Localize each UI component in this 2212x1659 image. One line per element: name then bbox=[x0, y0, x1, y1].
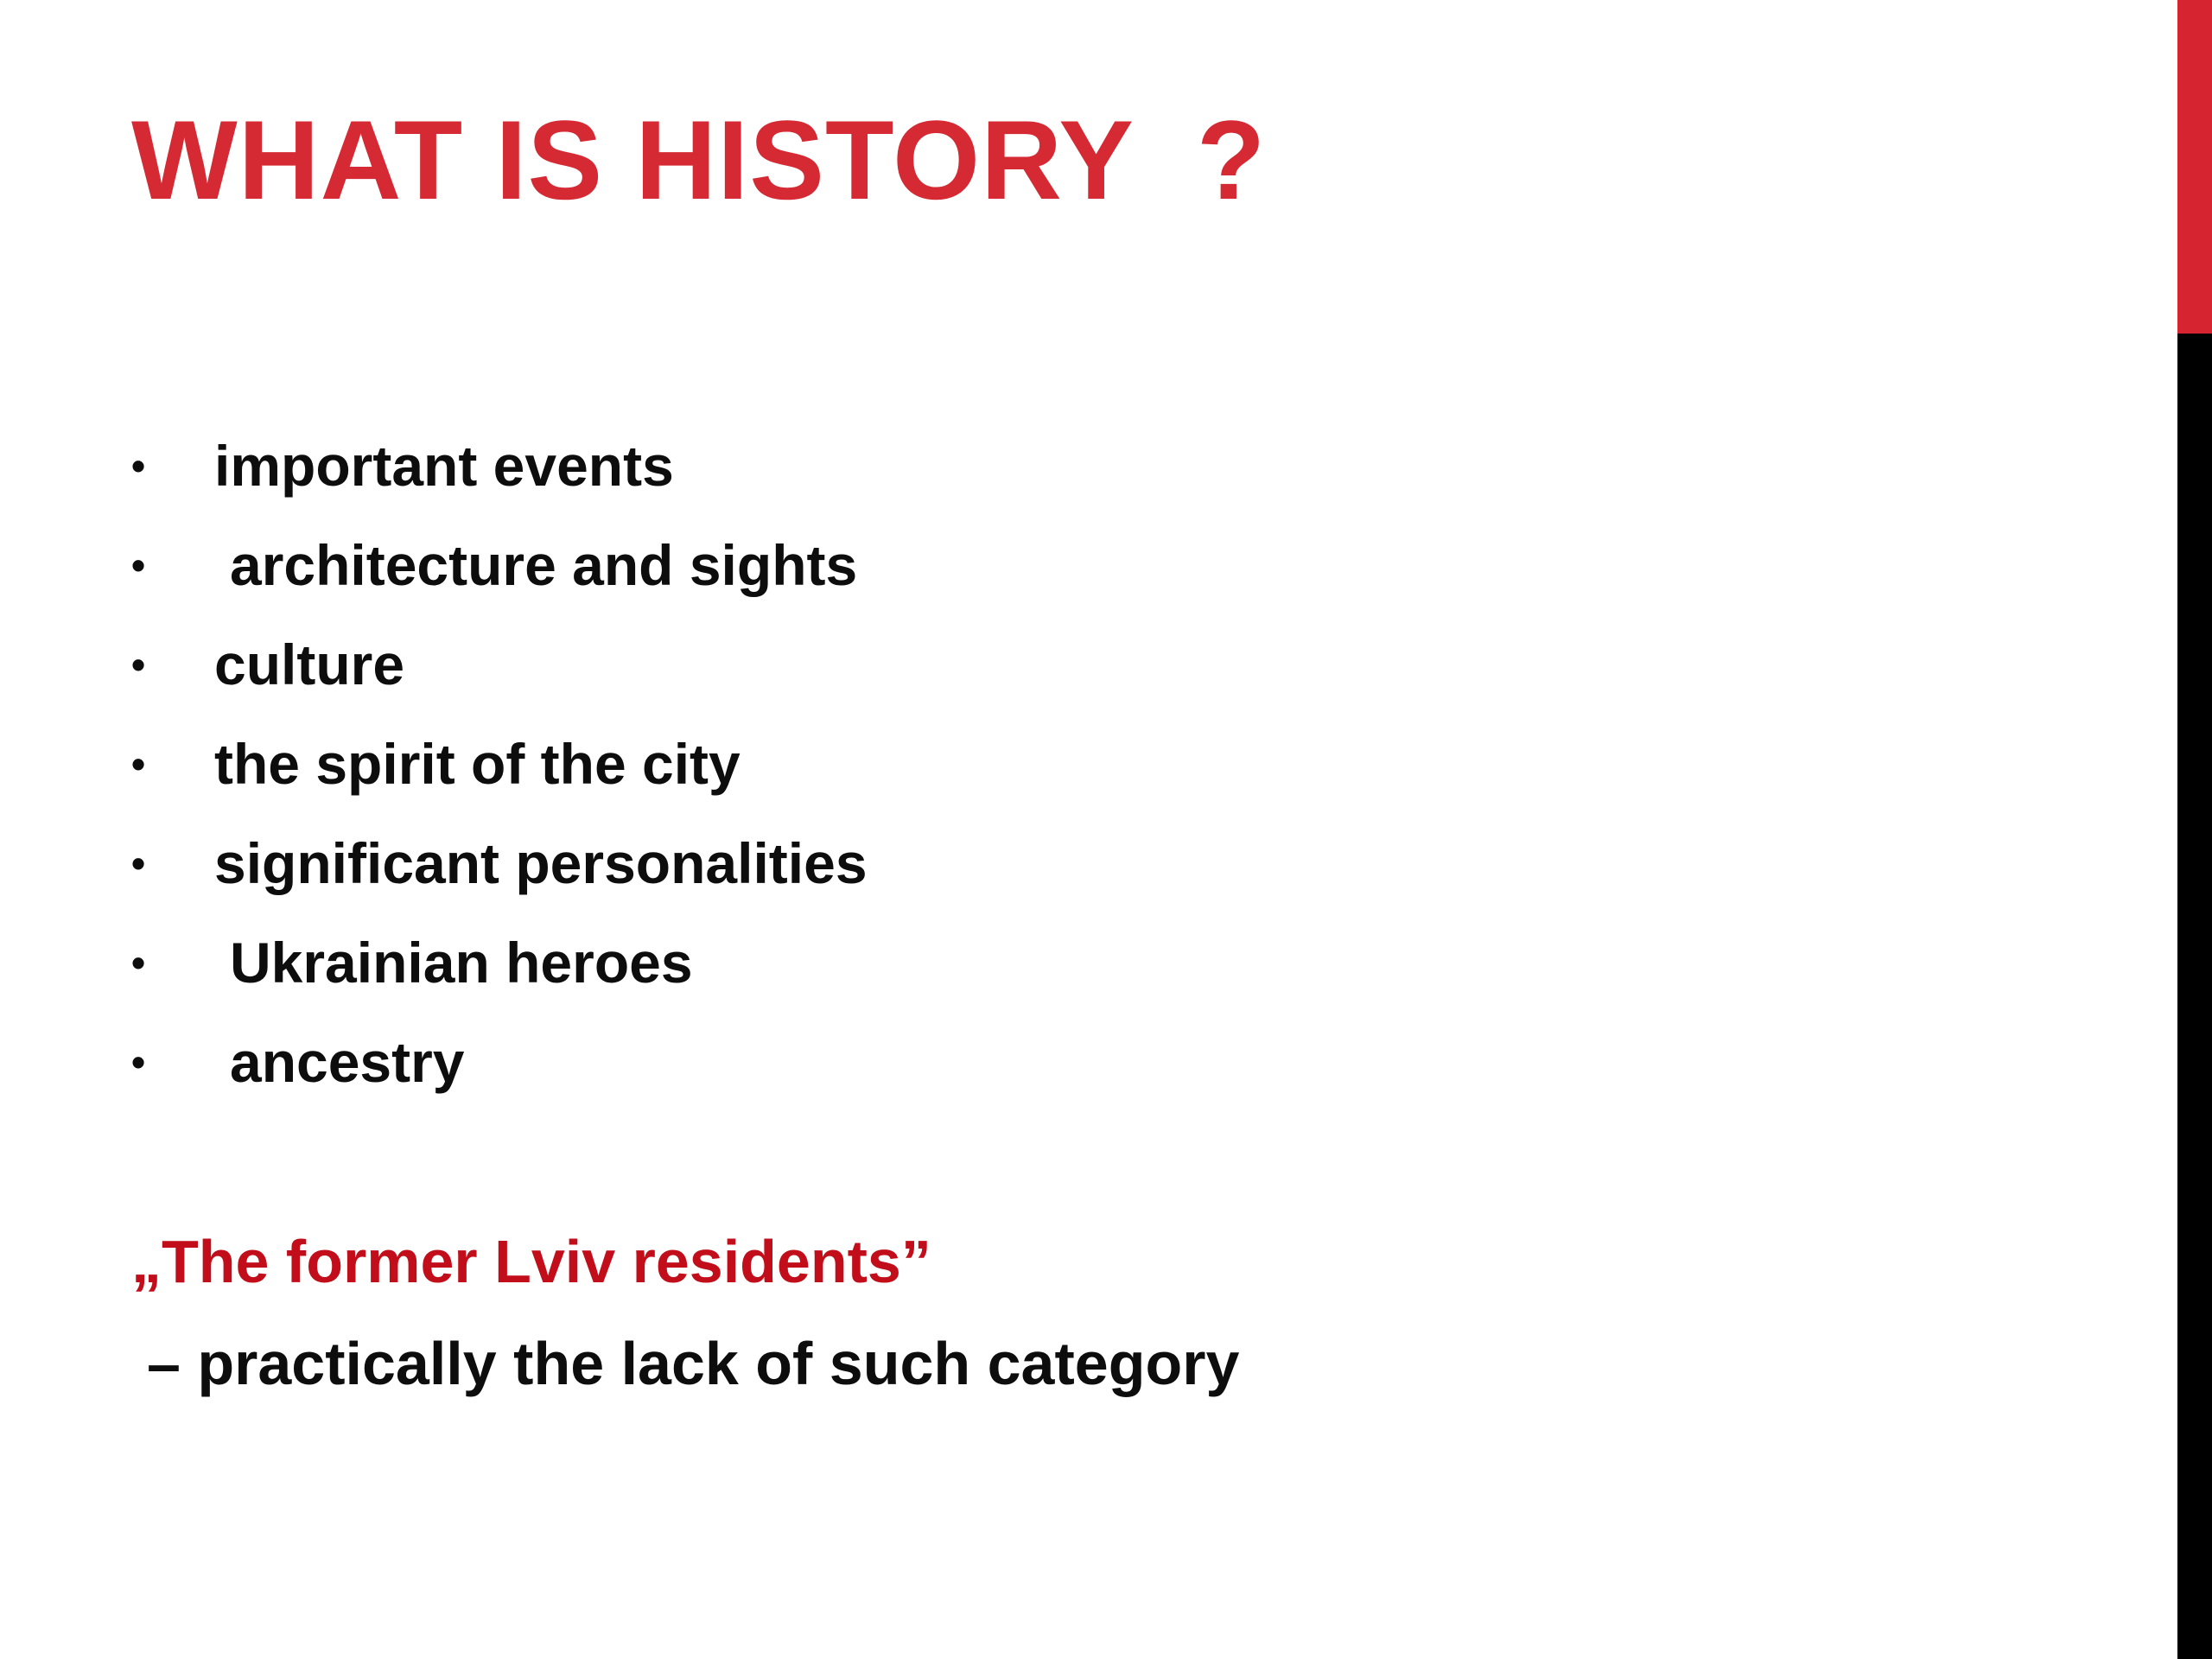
bullet-dot-icon: • bbox=[131, 741, 146, 786]
list-item bbox=[131, 428, 674, 527]
bullet-dot-icon: • bbox=[131, 1039, 146, 1084]
bullet-list bbox=[131, 428, 868, 1123]
note-text: – practically the lack of such category bbox=[147, 1330, 1240, 1397]
bullet-text: the spirit of the city bbox=[214, 732, 741, 796]
bullet-dot-icon: • bbox=[131, 543, 146, 588]
side-bar-black-accent bbox=[2177, 334, 2212, 1659]
list-item bbox=[131, 825, 868, 925]
list-item bbox=[131, 527, 858, 626]
bullet-text: Ukrainian heroes bbox=[230, 931, 693, 995]
list-item bbox=[131, 726, 741, 825]
bullet-dot-icon: • bbox=[131, 642, 146, 687]
bullet-dot-icon: • bbox=[131, 841, 146, 886]
bullet-text: significant personalities bbox=[214, 831, 868, 895]
list-item bbox=[131, 925, 693, 1024]
bullet-text: ancestry bbox=[230, 1030, 465, 1094]
bullet-dot-icon: • bbox=[131, 940, 146, 985]
quote-text: „The former Lviv residents” bbox=[131, 1228, 931, 1295]
bullet-text: culture bbox=[214, 632, 405, 696]
slide-title: WHAT IS HISTORY ? bbox=[131, 97, 1267, 223]
bullet-text: architecture and sights bbox=[230, 533, 858, 597]
list-item bbox=[131, 626, 405, 726]
bullet-dot-icon: • bbox=[131, 443, 146, 488]
bullet-text: important events bbox=[214, 434, 674, 498]
side-bar-red-accent bbox=[2177, 0, 2212, 334]
list-item bbox=[131, 1024, 465, 1123]
